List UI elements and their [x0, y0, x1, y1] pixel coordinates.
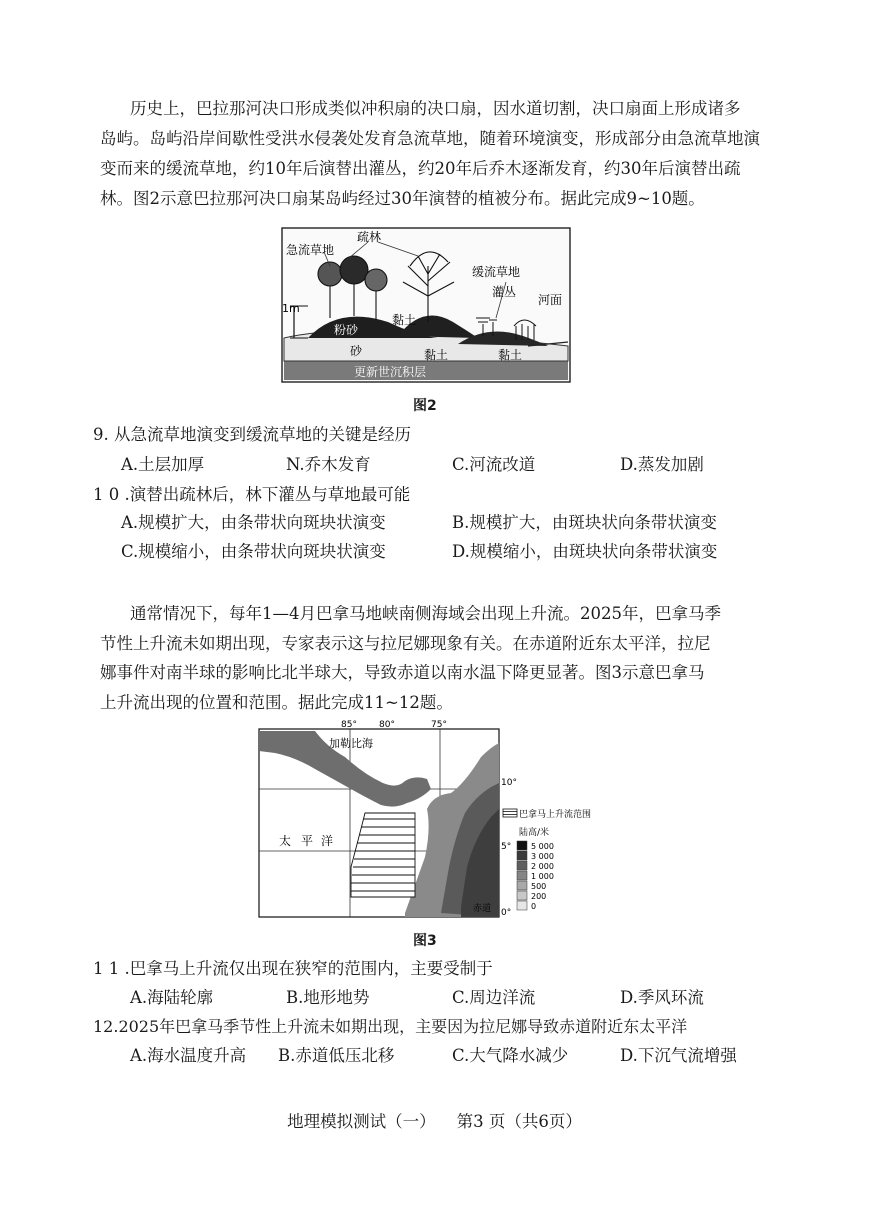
elevation-swatch — [517, 891, 527, 900]
figure3-upwelling-map — [255, 717, 610, 922]
q11-option-a[interactable]: A.海陆轮廓 — [130, 988, 214, 1007]
label-clay-right: 黏土 — [498, 348, 523, 362]
passage2-line-4: 上升流出现的位置和范围。据此完成11~12题。 — [100, 693, 453, 712]
q10-option-a[interactable]: A.规模扩大，由条带状向斑块状演变 — [121, 513, 386, 532]
q9-option-d[interactable]: D.蒸发加剧 — [620, 455, 704, 474]
q12-option-b[interactable]: B.赤道低压北移 — [278, 1046, 395, 1065]
elevation-label: 2 000 — [531, 862, 554, 871]
passage1-line-3: 变而来的缓流草地，约10年后演替出灌丛，约20年后乔木逐渐发育，约30年后演替出疏 — [100, 159, 741, 178]
elevation-swatch — [517, 881, 527, 890]
q11-option-c[interactable]: C.周边洋流 — [452, 988, 536, 1007]
elevation-swatch — [517, 851, 527, 860]
label-shrub: 灌丛 — [492, 285, 517, 299]
label-sand: 砂 — [350, 344, 363, 358]
elevation-swatch — [517, 861, 527, 870]
label-scale: 1m — [282, 302, 300, 315]
label-pacific-1: 太 — [279, 834, 292, 848]
q12-option-d[interactable]: D.下沉气流增强 — [620, 1046, 737, 1065]
lon-label-80: 80° — [379, 720, 395, 730]
figure3-caption: 图3 — [413, 933, 437, 949]
lat-label-0: 0° — [501, 908, 512, 918]
page-footer: 地理模拟测试（一） 第3 页（共6页） — [287, 1112, 582, 1131]
label-clay-top: 黏土 — [392, 313, 417, 327]
lon-label-85: 85° — [341, 720, 357, 730]
passage2-line-1: 通常情况下，每年1—4月巴拿马地峡南侧海域会出现上升流。2025年，巴拿马季 — [130, 604, 721, 623]
passage1-line-2: 岛屿。岛屿沿岸间歇性受洪水侵袭处发育急流草地，随着环境演变，形成部分由急流草地演 — [100, 129, 760, 148]
legend-elevation-title: 陆高/米 — [519, 828, 550, 838]
q10-option-b[interactable]: B.规模扩大，由斑块状向条带状演变 — [452, 513, 717, 532]
passage1-line-1: 历史上，巴拉那河决口形成类似冲积扇的决口扇，因水道切割，决口扇面上形成诸多 — [130, 99, 741, 118]
label-caribbean: 加勒比海 — [329, 737, 373, 750]
q10-option-d[interactable]: D.规模缩小，由斑块状向条带状演变 — [452, 542, 718, 561]
elevation-label: 1 000 — [531, 872, 554, 881]
elevation-label: 3 000 — [531, 852, 554, 861]
elevation-swatch — [517, 841, 527, 850]
label-slow-grass: 缓流草地 — [472, 265, 521, 279]
label-pacific-3: 洋 — [321, 834, 334, 848]
label-equator: 赤道 — [473, 904, 492, 914]
passage2-line-2: 节性上升流未如期出现，专家表示这与拉尼娜现象有关。在赤道附近东太平洋，拉尼 — [100, 634, 711, 653]
label-sparse-forest: 疏林 — [357, 230, 382, 244]
q11-option-d[interactable]: D.季风环流 — [620, 988, 704, 1007]
q11-option-b[interactable]: B.地形地势 — [286, 988, 370, 1007]
q9-option-b[interactable]: N.乔木发育 — [286, 455, 371, 474]
q12-stem: 12.2025年巴拿马季节性上升流未如期出现，主要因为拉尼娜导致赤道附近东太平洋 — [93, 1017, 688, 1036]
lat-label-10: 10° — [501, 778, 517, 788]
q9-option-c[interactable]: C.河流改道 — [452, 455, 536, 474]
q9-option-a[interactable]: A.土层加厚 — [121, 455, 205, 474]
q12-option-c[interactable]: C.大气降水减少 — [452, 1046, 569, 1065]
legend-upwelling-label: 巴拿马上升流范围 — [519, 810, 592, 820]
label-pacific-2: 平 — [301, 834, 314, 848]
elevation-label: 500 — [531, 882, 547, 891]
q12-option-a[interactable]: A.海水温度升高 — [130, 1046, 247, 1065]
label-silt: 粉砂 — [334, 323, 359, 337]
q9-stem: 9. 从急流草地演变到缓流草地的关键是经历 — [93, 425, 411, 444]
elevation-swatch — [517, 901, 527, 910]
lon-label-75: 75° — [431, 720, 447, 730]
elevation-label: 200 — [531, 892, 547, 901]
elevation-swatch — [517, 871, 527, 880]
q11-stem: 1 1 .巴拿马上升流仅出现在狭窄的范围内，主要受制于 — [93, 959, 493, 978]
label-clay-mid: 黏土 — [424, 348, 449, 362]
label-river-surface: 河面 — [538, 293, 563, 307]
lat-label-5: 5° — [501, 842, 512, 852]
q10-option-c[interactable]: C.规模缩小，由条带状向斑块状演变 — [121, 542, 386, 561]
elevation-label: 5 000 — [531, 842, 554, 851]
passage2-line-3: 娜事件对南半球的影响比北半球大，导致赤道以南水温下降更显著。图3示意巴拿马 — [100, 663, 705, 682]
label-pleistocene: 更新世沉积层 — [354, 365, 427, 379]
upwelling-legend-swatch — [503, 809, 517, 817]
passage1-line-4: 林。图2示意巴拉那河决口扇某岛屿经过30年演替的植被分布。据此完成9~10题。 — [100, 189, 705, 208]
q10-stem: 1 0 .演替出疏林后，林下灌丛与草地最可能 — [93, 485, 411, 504]
label-rapid-grass: 急流草地 — [286, 243, 335, 257]
figure2-caption: 图2 — [413, 398, 437, 414]
elevation-label: 0 — [531, 902, 537, 911]
figure2-vegetation-diagram — [278, 226, 574, 386]
